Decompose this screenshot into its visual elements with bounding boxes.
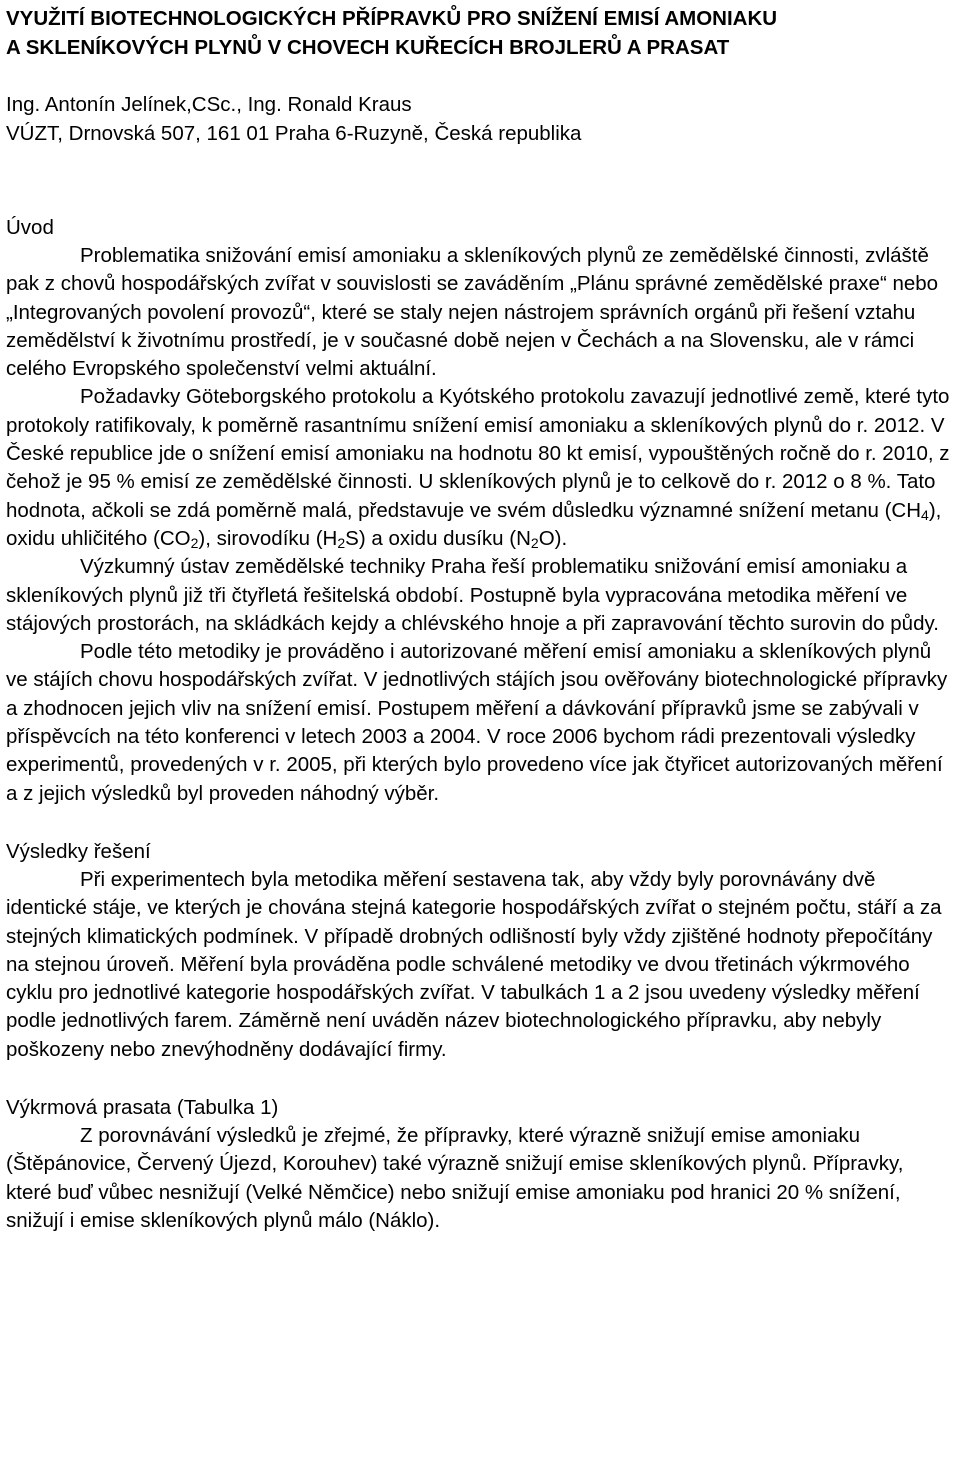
section-heading-intro: Úvod [6,216,54,239]
document-title [6,4,954,62]
authors: Ing. Antonín Jelínek,CSc., Ing. Ronald Kraus [6,93,412,116]
intro-paragraph-1: Problematika snižování emisí amoniaku a skleníkových plynů ze zemědělské činnosti, zvláště pak z chovů hospodářských zvířat v souvislosti se zaváděním „Plánu správné zemědělské praxe“ nebo „Integrovaných povolení provozů“, které se staly nejen nástrojem správních orgánů při řešení vztahu zemědělství k životnímu prostředí, je v současné době nejen v Čechách a na Slovensku, ale v rámci celého Evropského společenství velmi aktuální. [6,244,939,381]
spacer [6,148,954,213]
document-page [6,0,954,1235]
affiliation: VÚZT, Drnovská 507, 161 01 Praha 6-Ruzyně, Česká republika [6,122,582,145]
author-block [6,90,954,148]
results-paragraph-1: Při experimentech byla metodika měření sestavena tak, aby vždy byly porovnávány dvě identické stáje, ve kterých je chována stejná kategorie hospodářských zvířat o stejném počtu, stáří a za stejných klimatických podmínek. V případě drobných odlišností byly vždy zjištěné hodnoty přepočítány na stejnou úroveň. Měření byla prováděna podle schválené metodiky ve dvou třetinách výkrmového cyklu pro jednotlivé kategorie hospodářských zvířat. V tabulkách 1 a 2 jsou uvedeny výsledky měření podle jednotlivých farem. Záměrně není uváděn název biotechnologického přípravku, aby nebyly poškozeny nebo znevýhodněny dodávající firmy. [6,867,942,1061]
intro-paragraph-2: Požadavky Göteborgského protokolu a Kyótského protokolu zavazují jednotlivé země, které tyto protokoly ratifikovaly, k poměrně rasantnímu snížení emisí amoniaku a skleníkových plynů do r. 2012. V České republice jde o snížení emisí amoniaku na hodnotu 80 kt emisí, vypouštěných ročně do r. 2010, z čehož je 95 % emisí ze zemědělské činnosti. U skleníkových plynů je to celkově do r. 2012 o 8 %. Tato hodnota, ačkoli se zdá poměrně malá, představuje ve svém důsledku významné snížení metanu $(CH_4)$, oxidu uhličitého $(CO_2)$, sirovodíku $(H_2S)$ a oxidu dusíku $(N_2O)$. [6,385,950,551]
title-line-2: A SKLENÍKOVÝCH PLYNŮ V CHOVECH KUŘECÍCH BROJLERŮ A PRASAT [6,36,730,59]
section-heading-results: Výsledky řešení [6,839,151,863]
intro-paragraph-4: Podle této metodiky je prováděno i autorizované měření emisí amoniaku a skleníkových plynů ve stájích chovu hospodářských zvířat. V jednotlivých stájích jsou ověřovány biotechnologické přípravky a zhodnocen jejich vliv na snížení emisí. Postupem měření a dávkování přípravků jsme se zabývali v příspěvcích na této konferenci v letech 2003 a 2004. V roce 2006 bychom rádi prezentovali výsledky experimentů, provedených v r. 2005, při kterých bylo provedeno více jak čtyřicet autorizovaných měření a z jejich výsledků byl proveden náhodný výběr. [6,640,948,805]
title-line-1: VYUŽITÍ BIOTECHNOLOGICKÝCH PŘÍPRAVKŮ PRO SNÍŽENÍ EMISÍ AMONIAKU [6,7,778,30]
spacer [6,808,954,837]
section-heading-pigs: Výkrmová prasata (Tabulka 1) [6,1096,279,1120]
spacer [6,1064,954,1093]
intro-paragraph-3: Výzkumný ústav zemědělské techniky Praha řeší problematiku snižování emisí amoniaku a skleníkových plynů již tři čtyřletá řešitelská období. Postupně byla vypracována metodika měření ve stájových prostorách, na skládkách kejdy a chlévského hnoje a při zapravování těchto surovin do půdy. [6,555,939,635]
pigs-paragraph-1: Z porovnávání výsledků je zřejmé, že přípravky, které výrazně snižují emise amoniaku (Štěpánovice, Červený Újezd, Korouhev) také výrazně snižují emise skleníkových plynů. Přípravky, které buď vůbec nesnižují (Velké Němčice) nebo snižují emise amoniaku pod hranici 20 % snížení, snižují i emise skleníkových plynů málo (Náklo). [6,1124,904,1232]
